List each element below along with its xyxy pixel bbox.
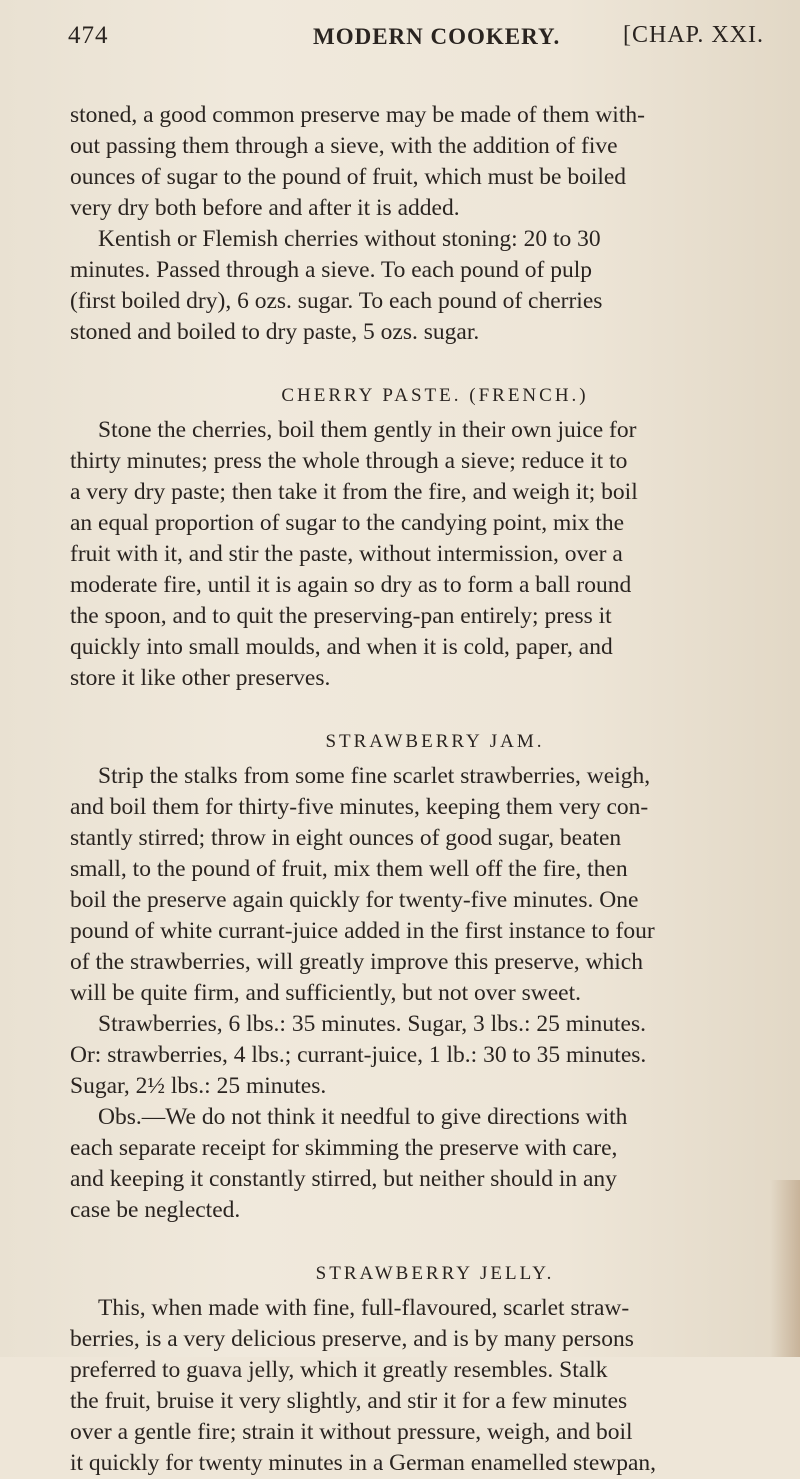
section-heading-cherry-paste: CHERRY PASTE. (FRENCH.) [281,385,589,406]
text-line: berries, is a very delicious preserve, and is by many persons [70,1326,634,1352]
section-heading-strawberry-jam: STRAWBERRY JAM. [325,731,545,752]
intro-summary-paragraph [70,224,770,348]
text-line: Strawberries, 6 lbs.: 35 minutes. Sugar, 3 lbs.: 25 minutes. [98,1011,647,1037]
text-line: very dry both before and after it is added. [70,195,460,221]
strawberry-jam-observation [70,1102,770,1226]
text-line: stantly stirred; throw in eight ounces of good sugar, beaten [70,825,622,851]
text-line: will be quite firm, and sufficiently, but not over sweet. [70,980,582,1006]
text-line: minutes. Passed through a sieve. To each pound of pulp [70,257,593,283]
text-line: and keeping it constantly stirred, but neither should in any [70,1166,617,1192]
text-line: pound of white currant-juice added in the first instance to four [70,918,655,944]
text-line: thirty minutes; press the whole through a sieve; reduce it to [70,448,628,474]
text-line: Obs.—We do not think it needful to give directions with [98,1104,628,1130]
text-line: it quickly for twenty minutes in a German enamelled stewpan, [70,1450,657,1476]
text-line: boil the preserve again quickly for twenty-five minutes. One [70,887,639,913]
strawberry-jam-paragraph [70,761,770,1009]
text-line: stoned and boiled to dry paste, 5 ozs. sugar. [70,319,480,345]
page-number: 474 [68,22,109,49]
page-body [70,100,770,1479]
text-line: store it like other preserves. [70,665,331,691]
text-line: out passing them through a sieve, with the addition of five [70,133,618,159]
cherry-paste-paragraph [70,415,770,694]
page-header [68,22,768,58]
text-line: a very dry paste; then take it from the fire, and weigh it; boil [70,479,638,505]
text-line: the fruit, bruise it very slightly, and stir it for a few minutes [70,1388,628,1414]
text-line: quickly into small moulds, and when it is cold, paper, and [70,634,613,660]
strawberry-jelly-paragraph [70,1293,770,1479]
page-edge-shadow [770,1180,800,1357]
text-line: This, when made with fine, full-flavoured, scarlet straw- [98,1295,630,1321]
text-line: Sugar, 2½ lbs.: 25 minutes. [70,1073,327,1099]
chapter-reference: [CHAP. XXI. [623,22,765,48]
text-line: the spoon, and to quit the preserving-pan entirely; press it [70,603,612,629]
text-line: ounces of sugar to the pound of fruit, which must be boiled [70,164,627,190]
text-line: moderate fire, until it is again so dry as to form a ball round [70,572,632,598]
text-line: Stone the cherries, boil them gently in their own juice for [98,417,637,443]
text-line: and boil them for thirty-five minutes, keeping them very con- [70,794,649,820]
text-line: stoned, a good common preserve may be made of them with- [70,102,645,128]
text-line: preferred to guava jelly, which it greatly resembles. Stalk [70,1357,608,1383]
intro-paragraph [70,100,770,224]
text-line: each separate receipt for skimming the preserve with care, [70,1135,618,1161]
section-heading-strawberry-jelly: STRAWBERRY JELLY. [315,1263,555,1284]
text-line: fruit with it, and stir the paste, without intermission, over a [70,541,623,567]
text-line: of the strawberries, will greatly improve this preserve, which [70,949,643,975]
text-line: over a gentle fire; strain it without pressure, weigh, and boil [70,1419,633,1445]
text-line: (first boiled dry), 6 ozs. sugar. To each pound of cherries [70,288,603,314]
text-line: small, to the pound of fruit, mix them well off the fire, then [70,856,628,882]
text-line: an equal proportion of sugar to the candying point, mix the [70,510,625,536]
text-line: case be neglected. [70,1197,241,1223]
text-line: Strip the stalks from some fine scarlet strawberries, weigh, [98,763,651,789]
text-line: Kentish or Flemish cherries without stoning: 20 to 30 [98,226,601,252]
strawberry-jam-summary [70,1009,770,1102]
running-title: MODERN COOKERY. [313,24,561,49]
text-line: Or: strawberries, 4 lbs.; currant-juice, 1 lb.: 30 to 35 minutes. [70,1042,647,1068]
